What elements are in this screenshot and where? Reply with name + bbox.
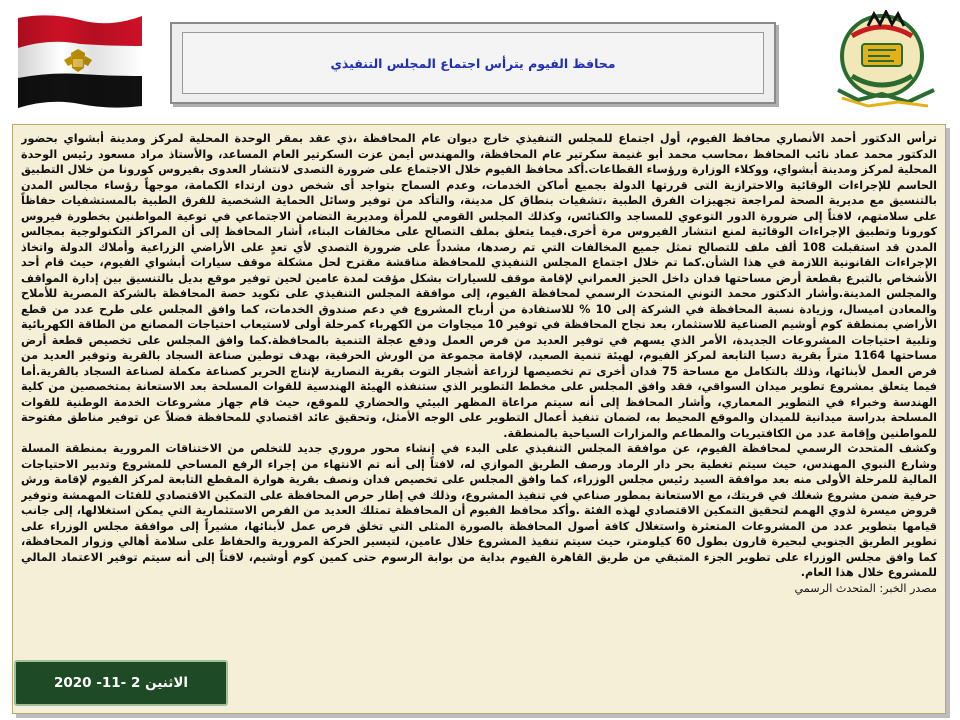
egypt-flag-image [14,10,146,110]
date-badge [14,660,228,706]
title-inner-frame [182,32,764,94]
logo-icon [828,10,946,110]
fayoum-governorate-logo [828,10,946,110]
article-title: محافظ الفيوم يترأس اجتماع المجلس التنفيذي [330,55,616,71]
article-panel [12,124,946,714]
article-paragraph-2: وكشف المتحدث الرسمي لمحافظة الفيوم، عن موافقة المجلس التنفيذي على البدء في إنشاء محور مروري جديد للتخلص من الاختناقات المرورية بمنطقة المسلة وشارع النبوي المهندس، حيث سيتم تغطية بحر دار الرماد ورصف الطريق الموازي له، لافتاً إلى أنه تم الانتهاء من إجراء الرفع المساحي للمشروع وتدبير الاحتياجات المالية للمرحلة الأولى منه بعد موافقة السيد رئيس مجلس الوزراء، كما وافق المجلس على تخصيص فدان ونصف بقرية هوارة المقطع التابعة لمركز الفيوم لإقامة ورش حرفية ضمن مشروع شغلك في قريتك، مع الاستعانة بمطور صناعي في تنفيذ المشروع، وذلك في إطار حرص المحافظة على التمكين الاقتصادي للفئات المهمشة وتوفير قروض ميسرة لذوي الهمم لتحقيق التمكين الاقتصادي لهذه الفئة .وأكد محافظ الفيوم أن المحافظة تمتلك العديد من الفرص الاستثمارية التي يمكن استغلالها، إلى جانب قيامها بتطوير عدد من المشروعات المتعثرة واستغلال كافة أصول المحافظة بالصورة المثلى التي تخلق فرص عمل لأبنائها، مشيراً إلى موافقة مجلس الوزراء على تطوير الطريق الجنوبي لبحيرة قارون بطول 60 كيلومتر، حيث سيتم تنفيذ المشروع خلال عامين، لتيسير الحركة المرورية والحفاظ على سلامة أهالي وزوار المحافظة، كما وافق مجلس الوزراء على تطوير الجزء المتبقي من طريق القاهرة الفيوم بداية من بوابة الرسوم حتى كمين كوم أوشيم، لافتاً إلى أنه سيتم توفير الاعتماد المالي للمشروع خلال هذا العام. [21,442,937,579]
article-paragraph-1: ترأس الدكتور أحمد الأنصاري محافظ الفيوم، أول اجتماع للمجلس التنفيذي خارج ديوان عام المحافظة ،ذي عقد بمقر الوحدة المحلية لمركز ومدينة أبشواي بحضور الدكتور محمد عماد نائب المحافظ ،محاسب محمد أبو غنيمة سكرتير عام المحافظة، والمهندس أيمن عزت السكرتير العام المساعد، والأستاذ مراد مسعود رئيس الوحدة المحلية لمركز ومدينة أبشواي، ووكلاء الوزارة ورؤساء القطاعات.أكد محافظ الفيوم خلال الاجتماع على ضرورة التصدى لانتشار العدوى بفيروس كورونا من خلال التطبيق الحاسم للإجراءات الوقائية والاحترازية التى قررتها الدولة بجميع أماكن الخدمات، وعدم السماح بتواجد أى شخص دون ارتداء الكمامة، موجهاً رؤساء مجالس المدن بالتنسيق مع مديرية الصحة لمراجعة تجهيزات الفرق الطبية ،تشفيات بنطاق كل مدينة، والتأكد من توفير وسائل الحماية الشخصية للفرق الطبية بالمستشفيات حفاظاً على سلامتهم، لافتاً إلى ضرورة الدور التوعوي للمساجد والكنائس، وكذلك المجلس القومي للمرأة ومديرية التضامن الاجتماعي في توعية المواطنين بخطورة فيروس كورونا وتطبيق الإجراءات الوقائية لمنع انتشار الفيروس مرة أخرى.فيما يتعلق بملف التصالح على مخالفات البناء، أشار المحافظ إلى أن المراكز التكنولوجية بمجالس المدن قد استقبلت 108 ألف ملف للتصالح تمثل جميع المخالفات التي تم رصدها، مشدداً على ضرورة التصدي لأي تعدٍ على الأراضي الزراعية وأملاك الدولة واتخاذ الإجراءات القانونية اللازمة في هذا الشأن.كما تم خلال اجتماع المجلس التنفيذي للمحافظة مناقشة مقترح لحل مشكلة موقف سيارات أبشواي الفيوم، حيث قام أحد الأشخاص بالتبرع بقطعة أرض مساحتها فدان داخل الحيز العمراني لإقامة موقف للسيارات بشكل مؤقت لمدة عامين لحين توفير موقع بديل بالتنسيق بين إدارة المواقف والمجلس المدينة.وأشار الدكتور محمد التوني المتحدث الرسمي لمحافظة الفيوم، إلى موافقة المجلس التنفيذي على تكويد حصة المحافظة بالشركة المصرية للأملاح والمعادن اميسال، وزيادة نسبة المحافظة في الشركة إلى 10 % للاستفادة من أرباح المشروع في دعم صندوق الخدمات، كما وافق المجلس على طرح عدد من قطع الأراضي بمنطقة كوم أوشيم الصناعية للاستثمار، بعد نجاح المحافظة في توفير 10 ميجاوات من الكهرباء كمرحلة أولى لاستيعاب احتياجات المصانع من الطاقة الكهربائية وتلبية احتياجات المشروعات الجديدة، الأمر الذي يسهم في توفير العديد من فرص العمل ودفع عجلة التنمية بالمحافظة.كما وافق المجلس على تخصيص قطعة أرض مساحتها 1164 متراً بقرية دسيا التابعة لمركز الفيوم، لهيئة تنمية الصعيد، لإقامة مجموعة من الورش الحرفية، بهدف توطين صناعة السجاد بالقرية وتوفير العديد من فرص العمل لأبنائها، وذلك بالتكامل مع مساحة 75 فدان أخرى تم تخصيصها لزراعة أشجار التوت بقرية النصارية لإنتاج الحرير كصناعة مكملة لصناعة السجاد بالقرية.أما فيما يتعلق بمشروع تطوير ميدان السواقي، فقد وافق المجلس على مخطط التطوير الذي ستنفذه الهيئة الهندسية للقوات المسلحة بعد الاستعانة بمتخصصين من كلية الهندسة وخبراء في التطوير المعماري، وأشار المحافظ إلى أنه سيتم مراعاة المظهر البيئي والحضاري للموقع، حيث قام جهاز مشروعات الخدمة الوطنية للقوات المسلحة بدراسة ميدانية للميدان والموقع المحيط به، لضمان تنفيذ أعمال التطوير على الوجه الأمثل، وتحقيق عائد اقتصادي للمحافظة فضلاً عن توفير مناطق مفتوحة للمواطنين وإقامة عدد من الكافتيريات والمطاعم والمزارات السياحية بالمنطقة. [21,132,937,440]
title-box [170,22,776,104]
flag-icon [14,10,146,110]
date-text: الاثنين 2 -11- 2020 [53,675,189,691]
article-body [21,131,937,679]
article-source: مصدر الخبر: المتحدث الرسمي [794,581,937,595]
